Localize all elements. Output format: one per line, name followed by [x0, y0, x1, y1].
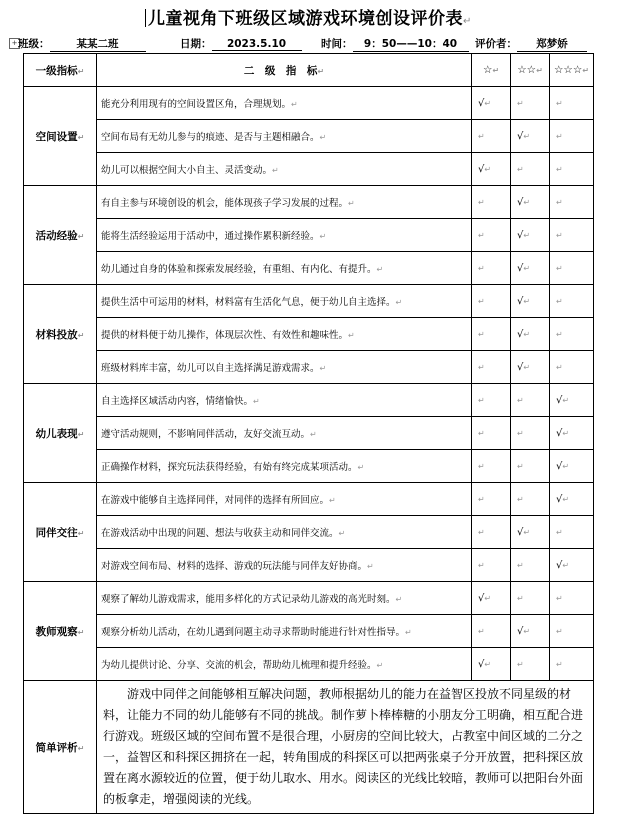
table-row: [24, 153, 594, 186]
cell-end-mark: ↵: [517, 164, 524, 174]
criterion-text: 对游戏空间布局、材料的选择、游戏的玩法能与同伴友好协商。: [101, 561, 368, 572]
cell-end-mark: ↵: [556, 263, 563, 273]
category-cell: [24, 384, 97, 483]
check-mark-icon: √: [517, 295, 524, 307]
cell-end-mark: ↵: [319, 232, 327, 241]
criterion-cell: [97, 549, 472, 582]
rating-cell-1-star: [472, 219, 511, 252]
check-mark-icon: √: [517, 328, 524, 340]
rating-cell-1-star: [472, 417, 511, 450]
check-mark-icon: √: [556, 427, 563, 439]
criterion-text: 在游戏中能够自主选择同伴，对同伴的选择有所回应。: [101, 495, 330, 506]
cell-end-mark: ↵: [478, 461, 485, 471]
rating-cell-2-star: [511, 516, 550, 549]
cell-end-mark: ↵: [310, 430, 317, 439]
category-label: 幼儿表现: [35, 427, 78, 440]
criterion-cell: [97, 483, 472, 516]
review-text: 游戏中同伴之间能够相互解决问题，教师根据幼儿的能力在益智区投放不同星级的材料，让能力不同的幼儿能够有不同的挑战。制作萝卜棒棒糖的小朋友分工明确，相互配合进行游戏。班级区域的空间布置不是很合理，小厨房的空间比较大，占教室中间区域的二分之一，益智区和科探区拥挤在一起，转角围成的科探区可以把两张桌子分开放置，把科探区放置在离水源较近的位置，便于幼儿取水、用水。阅读区的光线比较暗，教师可以把阳台外面的板拿走，增强阅读的光线。: [103, 687, 584, 806]
cell-end-mark: ↵: [484, 98, 492, 108]
cell-end-mark: ↵: [478, 626, 485, 636]
cell-end-mark: ↵: [478, 131, 485, 141]
cell-end-mark: ↵: [517, 560, 524, 570]
cell-end-mark: ↵: [478, 362, 485, 372]
cell-end-mark: ↵: [405, 628, 412, 637]
rating-cell-2-star: [511, 384, 550, 417]
rating-cell-2-star: [511, 450, 550, 483]
cell-end-mark: ↵: [395, 595, 403, 604]
rating-cell-1-star: [472, 450, 511, 483]
check-mark-icon: √: [556, 460, 563, 472]
time-value: 9：50——10：40: [353, 36, 469, 52]
criterion-text: 提供的材料便于幼儿操作，体现层次性、有效性和趣味性。: [101, 330, 349, 341]
check-mark-icon: √: [517, 130, 524, 142]
criterion-cell: [97, 153, 472, 186]
cell-end-mark: ↵: [478, 230, 485, 240]
rating-cell-3-star: [550, 318, 594, 351]
cell-end-mark: ↵: [556, 197, 563, 207]
rating-cell-1-star: [472, 384, 511, 417]
criterion-text: 观察了解幼儿游戏需求，能用多样化的方式记录幼儿游戏的高光时刻。: [101, 594, 396, 605]
class-info: [18, 36, 146, 52]
rating-cell-1-star: [472, 186, 511, 219]
cell-text: ↵: [77, 66, 85, 76]
header-row: [24, 54, 594, 87]
criterion-cell: [97, 417, 472, 450]
category-label: 同伴交往: [35, 526, 78, 539]
rating-cell-1-star: [472, 318, 511, 351]
cell-end-mark: ↵: [395, 298, 403, 307]
cell-text: ↵: [536, 66, 543, 75]
rating-cell-1-star: [472, 549, 511, 582]
cell-end-mark: ↵: [523, 626, 531, 636]
criterion-text: 能充分利用现有的空间设置区角，合理规划。: [101, 99, 292, 110]
cell-text: ☆☆☆: [554, 64, 583, 76]
cell-end-mark: ↵: [556, 593, 563, 603]
table-row: [24, 615, 594, 648]
cell-end-mark: ↵: [478, 296, 485, 306]
cell-end-mark: ↵: [523, 362, 531, 372]
criterion-text: 在游戏活动中出现的问题、想法与收获主动和同伴交流。: [101, 528, 339, 539]
cell-end-mark: ↵: [484, 164, 492, 174]
cell-end-mark: ↵: [478, 494, 485, 504]
cell-end-mark: ↵: [562, 560, 570, 570]
evaluator-value: 郑梦娇: [517, 36, 587, 52]
criterion-text: 有自主参与环境创设的机会，能体现孩子学习发展的过程。: [101, 198, 349, 209]
rating-cell-1-star: [472, 153, 511, 186]
check-mark-icon: √: [478, 163, 485, 175]
cell-end-mark: ↵: [523, 197, 531, 207]
cell-end-mark: ↵: [478, 197, 485, 207]
rating-cell-1-star: [472, 120, 511, 153]
cell-end-mark: ↵: [77, 743, 85, 753]
table-row: [24, 285, 594, 318]
cell-end-mark: ↵: [517, 494, 524, 504]
check-mark-icon: √: [556, 559, 563, 571]
rating-cell-2-star: [511, 648, 550, 681]
cell-end-mark: ↵: [523, 329, 531, 339]
rating-cell-2-star: [511, 153, 550, 186]
criterion-text: 能将生活经验运用于活动中，通过操作累积新经验。: [101, 231, 320, 242]
rating-cell-2-star: [511, 252, 550, 285]
cell-end-mark: ↵: [376, 661, 384, 670]
cell-end-mark: ↵: [77, 627, 85, 637]
header-level2: [97, 54, 472, 87]
rating-cell-3-star: [550, 516, 594, 549]
rating-cell-1-star: [472, 87, 511, 120]
rating-cell-3-star: [550, 351, 594, 384]
rating-cell-3-star: [550, 186, 594, 219]
cell-end-mark: ↵: [478, 560, 485, 570]
evaluation-table: [23, 53, 594, 814]
cell-end-mark: ↵: [556, 230, 563, 240]
criterion-text: 幼儿可以根据空间大小自主、灵活变动。: [101, 165, 273, 176]
check-mark-icon: √: [517, 229, 524, 241]
cell-end-mark: ↵: [77, 132, 85, 142]
page-title: [0, 4, 617, 29]
check-mark-icon: √: [478, 97, 485, 109]
cell-end-mark: ↵: [517, 461, 524, 471]
rating-cell-2-star: [511, 318, 550, 351]
cell-end-mark: ↵: [484, 659, 492, 669]
rating-cell-2-star: [511, 120, 550, 153]
cell-end-mark: ↵: [367, 562, 374, 571]
rating-cell-1-star: [472, 582, 511, 615]
criterion-cell: [97, 450, 472, 483]
cell-end-mark: ↵: [556, 164, 563, 174]
criterion-cell: [97, 252, 472, 285]
criterion-cell: [97, 318, 472, 351]
review-label-cell: [24, 681, 97, 814]
class-value: 某某二班: [50, 36, 146, 52]
cell-end-mark: ↵: [523, 296, 531, 306]
criterion-text: 遵守活动规则，不影响同伴活动，友好交流互动。: [101, 429, 311, 440]
cell-end-mark: ↵: [77, 231, 85, 241]
cell-text: ↵: [492, 66, 500, 75]
check-mark-icon: √: [478, 592, 485, 604]
rating-cell-3-star: [550, 120, 594, 153]
criterion-text: 幼儿通过自身的体验和探索发展经验，有重组、有内化、有提升。: [101, 264, 377, 275]
cell-end-mark: ↵: [556, 527, 563, 537]
cell-end-mark: ↵: [272, 166, 279, 175]
rating-cell-2-star: [511, 285, 550, 318]
cell-end-mark: ↵: [523, 263, 531, 273]
criterion-cell: [97, 186, 472, 219]
date-label: 日期：: [180, 38, 212, 50]
rating-cell-2-star: [511, 582, 550, 615]
criterion-cell: [97, 516, 472, 549]
rating-cell-2-star: [511, 483, 550, 516]
cell-end-mark: ↵: [253, 397, 260, 406]
cell-end-mark: ↵: [556, 659, 563, 669]
date-info: [180, 36, 302, 51]
check-mark-icon: √: [517, 625, 524, 637]
rating-cell-2-star: [511, 549, 550, 582]
cell-end-mark: ↵: [319, 133, 327, 142]
category-label: 空间设置: [35, 130, 78, 143]
category-label: 教师观察: [35, 625, 78, 638]
table-row: [24, 516, 594, 549]
cell-end-mark: ↵: [478, 428, 485, 438]
cell-end-mark: ↵: [556, 98, 563, 108]
category-label: 材料投放: [35, 328, 78, 341]
table-row: [24, 450, 594, 483]
criterion-cell: [97, 219, 472, 252]
rating-cell-2-star: [511, 417, 550, 450]
cell-end-mark: ↵: [523, 527, 531, 537]
category-cell: [24, 186, 97, 285]
header-level1: [24, 54, 97, 87]
table-row: [24, 582, 594, 615]
rating-cell-3-star: [550, 153, 594, 186]
check-mark-icon: √: [517, 361, 524, 373]
cell-end-mark: ↵: [478, 329, 485, 339]
table-row: [24, 483, 594, 516]
rating-cell-2-star: [511, 615, 550, 648]
cell-end-mark: ↵: [523, 230, 531, 240]
cell-text: 一级指标: [35, 64, 78, 77]
category-cell: [24, 582, 97, 681]
criterion-text: 观察分析幼儿活动，在幼儿遇到问题主动寻求帮助时能进行针对性指导。: [101, 627, 406, 638]
cell-end-mark: ↵: [556, 296, 563, 306]
check-mark-icon: √: [556, 493, 563, 505]
rating-cell-3-star: [550, 549, 594, 582]
cell-end-mark: ↵: [77, 429, 85, 439]
table-row: [24, 219, 594, 252]
cell-end-mark: ↵: [319, 364, 327, 373]
criterion-text: 为幼儿提供讨论、分享、交流的机会，帮助幼儿梳理和提升经验。: [101, 660, 377, 671]
cell-end-mark: ↵: [517, 98, 524, 108]
check-mark-icon: √: [478, 658, 485, 670]
category-label: 活动经验: [35, 229, 78, 242]
class-label: 班级：: [18, 38, 50, 50]
rating-cell-3-star: [550, 285, 594, 318]
review-row: [24, 681, 594, 814]
table-row: [24, 549, 594, 582]
rating-cell-3-star: [550, 648, 594, 681]
criterion-text: 自主选择区域活动内容，情绪愉快。: [101, 396, 254, 407]
table-row: [24, 384, 594, 417]
cell-text: ☆☆: [517, 64, 537, 76]
cell-text: ↵: [582, 66, 589, 75]
rating-cell-1-star: [472, 615, 511, 648]
rating-cell-1-star: [472, 516, 511, 549]
table-row: [24, 351, 594, 384]
criterion-text: 正确操作材料，探究玩法获得经验，有始有终完成某项活动。: [101, 462, 358, 473]
title-text: 儿童视角下班级区域游戏环境创设评价表: [148, 9, 464, 29]
rating-cell-2-star: [511, 87, 550, 120]
cell-end-mark: ↵: [562, 494, 570, 504]
rating-cell-3-star: [550, 615, 594, 648]
cell-text: ↵: [317, 66, 325, 76]
cell-end-mark: ↵: [77, 330, 85, 340]
criterion-cell: [97, 351, 472, 384]
cell-text: 二 级 指 标: [243, 64, 318, 77]
cell-end-mark: ↵: [329, 496, 336, 505]
criterion-cell: [97, 582, 472, 615]
cell-end-mark: ↵: [562, 395, 570, 405]
table-row: [24, 648, 594, 681]
criterion-cell: [97, 285, 472, 318]
criterion-cell: [97, 384, 472, 417]
category-cell: [24, 285, 97, 384]
cell-end-mark: ↵: [517, 428, 524, 438]
category-cell: [24, 483, 97, 582]
table-move-handle-icon[interactable]: +: [9, 38, 20, 49]
check-mark-icon: √: [556, 394, 563, 406]
header-two-star: [511, 54, 550, 87]
header-three-star: [550, 54, 594, 87]
criterion-cell: [97, 648, 472, 681]
header-one-star: [472, 54, 511, 87]
cell-end-mark: ↵: [556, 626, 563, 636]
cell-end-mark: ↵: [348, 331, 355, 340]
cell-end-mark: ↵: [348, 199, 355, 208]
evaluator-info: [475, 36, 587, 52]
rating-cell-3-star: [550, 483, 594, 516]
check-mark-icon: √: [517, 526, 524, 538]
cell-end-mark: ↵: [517, 593, 524, 603]
table-row: [24, 318, 594, 351]
rating-cell-3-star: [550, 417, 594, 450]
cell-end-mark: ↵: [357, 463, 365, 472]
category-cell: [24, 87, 97, 186]
rating-cell-3-star: [550, 384, 594, 417]
cell-end-mark: ↵: [562, 428, 570, 438]
table-row: [24, 186, 594, 219]
table-row: [24, 252, 594, 285]
cell-end-mark: ↵: [556, 131, 563, 141]
evaluation-table-body: [24, 54, 594, 814]
cell-end-mark: ↵: [291, 100, 298, 109]
rating-cell-1-star: [472, 252, 511, 285]
rating-cell-3-star: [550, 87, 594, 120]
cell-end-mark: ↵: [478, 395, 485, 405]
table-row: [24, 417, 594, 450]
criterion-text: 班级材料库丰富，幼儿可以自主选择满足游戏需求。: [101, 363, 320, 374]
table-row: [24, 120, 594, 153]
criterion-text: 提供生活中可运用的材料，材料富有生活化气息，便于幼儿自主选择。: [101, 297, 396, 308]
cell-end-mark: ↵: [338, 529, 346, 538]
rating-cell-3-star: [550, 252, 594, 285]
text-cursor: [145, 9, 146, 27]
cell-end-mark: ↵: [478, 263, 485, 273]
date-value: 2023.5.10: [212, 38, 302, 51]
cell-end-mark: ↵: [376, 265, 384, 274]
rating-cell-1-star: [472, 648, 511, 681]
cell-end-mark: ↵: [562, 461, 570, 471]
table-row: [24, 87, 594, 120]
criterion-text: 空间布局有无幼儿参与的痕迹、是否与主题相融合。: [101, 132, 320, 143]
rating-cell-1-star: [472, 483, 511, 516]
cell-end-mark: ↵: [484, 593, 492, 603]
cell-end-mark: ↵: [478, 527, 485, 537]
rating-cell-2-star: [511, 219, 550, 252]
time-label: 时间：: [321, 38, 353, 50]
review-label: 简单评析: [35, 741, 78, 754]
cell-end-mark: ↵: [517, 395, 524, 405]
cell-end-mark: ↵: [556, 362, 563, 372]
evaluator-label: 评价者：: [475, 38, 517, 50]
rating-cell-2-star: [511, 186, 550, 219]
cell-text: ☆: [482, 64, 493, 76]
rating-cell-3-star: [550, 582, 594, 615]
cell-end-mark: ↵: [556, 329, 563, 339]
rating-cell-3-star: [550, 219, 594, 252]
review-text-cell: [97, 681, 594, 814]
time-info: [321, 36, 469, 52]
rating-cell-1-star: [472, 285, 511, 318]
criterion-cell: [97, 615, 472, 648]
check-mark-icon: √: [517, 196, 524, 208]
check-mark-icon: √: [517, 262, 524, 274]
cell-end-mark: ↵: [517, 659, 524, 669]
criterion-cell: [97, 87, 472, 120]
rating-cell-1-star: [472, 351, 511, 384]
cell-end-mark: ↵: [77, 528, 85, 538]
paragraph-mark: ↵: [463, 16, 472, 27]
rating-cell-2-star: [511, 351, 550, 384]
cell-end-mark: ↵: [523, 131, 531, 141]
criterion-cell: [97, 120, 472, 153]
rating-cell-3-star: [550, 450, 594, 483]
